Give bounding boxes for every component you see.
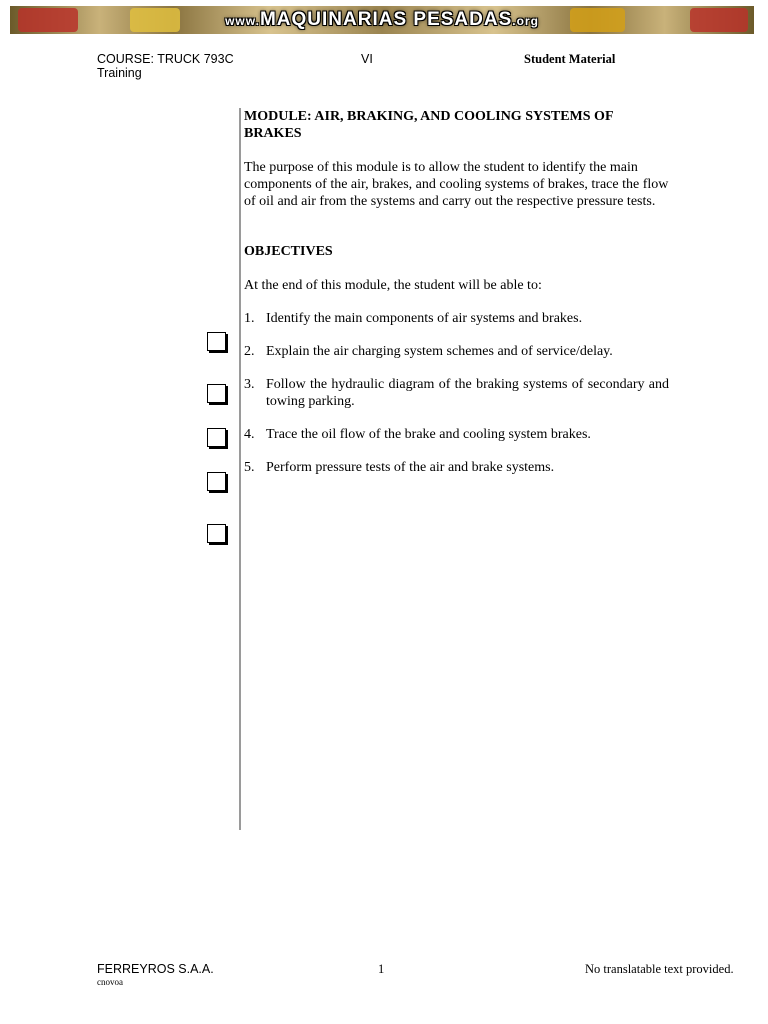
objective-item	[244, 426, 669, 443]
module-content	[244, 108, 669, 492]
course-label: COURSE: TRUCK 793C	[97, 52, 234, 66]
module-title: MODULE: AIR, BRAKING, AND COOLING SYSTEMS OF BRAKES	[244, 109, 613, 141]
objective-number: 2.	[244, 344, 255, 359]
training-label: Training	[97, 66, 142, 80]
footer-note: No translatable text provided.	[585, 962, 734, 976]
objective-5-checkbox[interactable]	[207, 524, 226, 543]
objective-number: 4.	[244, 427, 255, 442]
site-banner	[10, 6, 754, 34]
section-number: VI	[361, 52, 373, 66]
objective-text: Trace the oil flow of the brake and cooling system brakes.	[266, 427, 591, 442]
objective-2-checkbox[interactable]	[207, 384, 226, 403]
page-number: 1	[378, 962, 385, 976]
objective-3-checkbox[interactable]	[207, 428, 226, 447]
objective-number: 3.	[244, 377, 255, 392]
margin-divider	[239, 108, 241, 830]
banner-site: MAQUINARIAS PESADAS	[259, 9, 513, 30]
objective-text: Perform pressure tests of the air and brake systems.	[266, 460, 555, 475]
material-label: Student Material	[524, 52, 616, 66]
objectives-heading: OBJECTIVES	[244, 244, 333, 259]
objective-number: 5.	[244, 460, 255, 475]
footer-company: FERREYROS S.A.A.	[97, 962, 214, 976]
objectives-lead: At the end of this module, the student will be able to:	[244, 278, 542, 293]
objective-number: 1.	[244, 311, 255, 326]
objectives-list	[244, 310, 669, 476]
objective-item	[244, 343, 669, 360]
objective-text: Explain the air charging system schemes and of service/delay.	[266, 344, 613, 359]
banner-prefix: www.	[225, 14, 260, 28]
objective-item	[244, 376, 669, 410]
objective-4-checkbox[interactable]	[207, 472, 226, 491]
module-intro: The purpose of this module is to allow the student to identify the main components of the air, brakes, and cooling systems of brakes, trace the flow of oil and air from the systems and carry out the respective pressure tests.	[244, 160, 669, 209]
objective-1-checkbox[interactable]	[207, 332, 226, 351]
objective-item	[244, 459, 669, 476]
header-course-block	[97, 52, 234, 80]
objective-text: Identify the main components of air systems and brakes.	[266, 311, 583, 326]
objective-item	[244, 310, 669, 327]
banner-site-name	[10, 9, 754, 31]
objective-text: Follow the hydraulic diagram of the braking systems of secondary and towing parking.	[266, 377, 669, 409]
footer-user: cnovoa	[97, 977, 123, 987]
banner-suffix: .org	[512, 14, 539, 28]
